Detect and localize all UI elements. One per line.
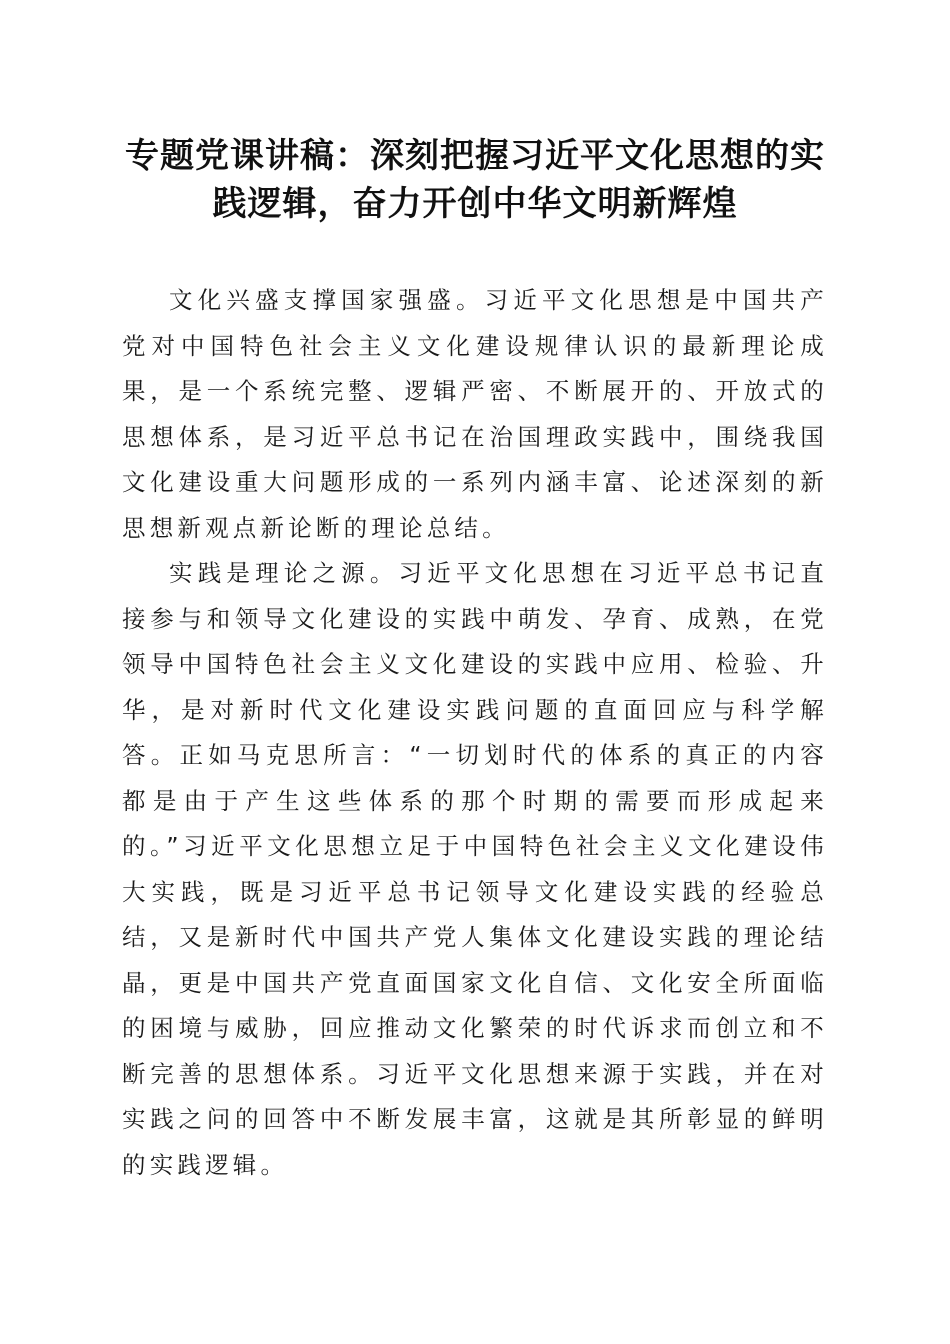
- paragraph-1: 文化兴盛支撑国家强盛。习近平文化思想是中国共产党对中国特色社会主义文化建设规律认识的最新理论成果，是一个系统完整、逻辑严密、不断展开的、开放式的思想体系，是习近平总书记在治国理政实践中，围绕我国文化建设重大问题形成的一系列内涵丰富、论述深刻的新思想新观点新论断的理论总结。: [122, 286, 828, 542]
- document-body: [122, 278, 828, 1188]
- document-title: 专题党课讲稿：深刻把握习近平文化思想的实践逻辑，奋力开创中华文明新辉煌: [125, 136, 825, 224]
- paragraph-2: 实践是理论之源。习近平文化思想在习近平总书记直接参与和领导文化建设的实践中萌发、孕育、成熟，在党领导中国特色社会主义文化建设的实践中应用、检验、升华，是对新时代文化建设实践问题的直面回应与科学解答。正如马克思所言：“一切划时代的体系的真正的内容都是由于产生这些体系的那个时期的需要而形成起来的。”习近平文化思想立足于中国特色社会主义文化建设伟大实践，既是习近平总书记领导文化建设实践的经验总结，又是新时代中国共产党人集体文化建设实践的理论结晶，更是中国共产党直面国家文化自信、文化安全所面临的困境与威胁，回应推动文化繁荣的时代诉求而创立和不断完善的思想体系。习近平文化思想来源于实践，并在对实践之问的回答中不断发展丰富，这就是其所彰显的鲜明的实践逻辑。: [122, 559, 828, 1179]
